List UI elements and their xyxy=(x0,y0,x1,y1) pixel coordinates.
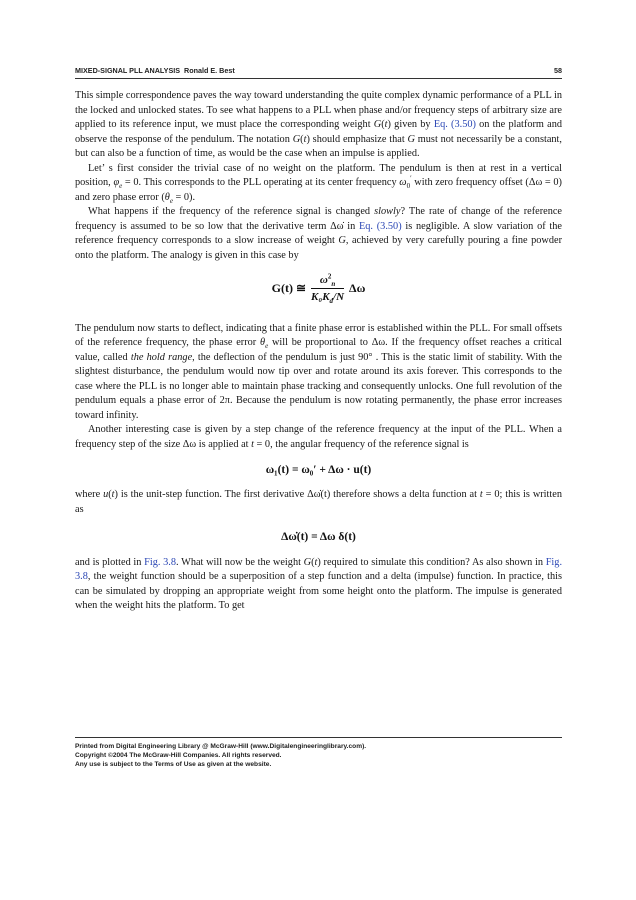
copyright-footer xyxy=(75,742,562,770)
equation-fraction: $\frac{\omega^2_n}{K_0K_d/N}$ xyxy=(311,271,345,306)
derivative-term: Δω̇ xyxy=(330,220,344,232)
paragraph-1: This simple correspondence paves the way toward understanding the quite complex dynamic performance of a PLL in the locked and unlocked states. To see what happens to a PLL when phase and/or frequency steps of arbitrary size are applied to its reference input, we must place the corresponding weight G(t) given by Eq. (3.50) on the platform and observe the response of the pendulum. The notation G(t) should emphasize that G must not necessarily be a constant, but can also be a function of time, as would be the case when an impulse is applied. xyxy=(75,90,563,160)
paragraph-3: What happens if the frequency of the reference signal is changed slowly? The rate of change of the reference frequency is assumed to be so low that the derivative term Δω̇ in Eq. (3.50) is negligible. A slow variation of the reference frequency corresponds to a slow increase of weight G, achieved by very carefully pouring a fine powder onto the platform. The analogy is given in this case by xyxy=(75,206,562,262)
body-text xyxy=(75,89,562,614)
figure-link[interactable]: Fig. 3.8 xyxy=(75,556,563,583)
paragraph-2: Let’ s first consider the trivial case of no weight on the platform. The pendulum is then at rest in a vertical position, $\varphi_e = 0$. This corresponds to the PLL operating at its center frequency $\omega_0'$ with zero frequency offset (Δω = 0) and zero phase error $(\theta_e = 0)$. xyxy=(75,162,562,205)
paragraph-7: and is plotted in Fig. 3.8. What will now be the weight G(t) required to simulate this condition? As also shown in Fig. 3.8, the weight function should be a superposition of a step function and a delta (impulse) function. In practice, this can be simulated by dropping an appropriate weight from some height onto the platform. The impulse is generated when the weight hits the platform. To get xyxy=(75,556,563,612)
paragraph-6: where u(t) is the unit-step function. The first derivative Δω̇(t) therefore shows a delta function at t = 0; this is written as xyxy=(75,489,562,516)
page-number: 58 xyxy=(554,66,562,75)
derivative-term: Δω̇(t) xyxy=(307,489,331,501)
equation-link[interactable]: Eq. (3.50) xyxy=(358,220,402,232)
equation-reference-frequency: ω₁(t) = ω₀′ + Δω · u(t) xyxy=(265,464,372,477)
paragraph-4: The pendulum now starts to deflect, indicating that a finite phase error is established within the PLL. For small offsets of the reference frequency, the phase error $\theta_e$ will be proportional to Δω. If the frequency offset reaches a critical value, called the hold range, the deflection of the pendulum is just 90° . This is the static limit of stability. With the slightest disturbance, the pendulum would now tip over and rotate around its axis forever. This corresponds to the case where the PLL is no longer able to maintain phase tracking and consequently unlocks. One full revolution of the pendulum equals a phase error of 2π. Because the pendulum is now rotating permanently, the phase error increases toward infinity. xyxy=(75,322,563,421)
equation-delta-function: Δω̇(t) = Δω δ(t) xyxy=(281,530,356,543)
author-name: Ronald E. Best xyxy=(184,66,235,75)
footer-line-3: Any use is subject to the Terms of Use as given at the website. xyxy=(75,761,272,769)
footer-rule xyxy=(75,737,562,738)
footer-line-2: Copyright ©2004 The McGraw-Hill Companies. All rights reserved. xyxy=(75,752,282,760)
figure-link[interactable]: Fig. 3.8 xyxy=(144,556,177,568)
running-title: MIXED-SIGNAL PLL ANALYSIS Ronald E. Best xyxy=(75,66,235,75)
paragraph-5: Another interesting case is given by a step change of the reference frequency at the input of the PLL. When a frequency step of the size Δω is applied at t = 0, the angular frequency of the reference signal is xyxy=(75,424,562,450)
header-rule xyxy=(75,78,562,79)
equation-link[interactable]: Eq. (3.50) xyxy=(433,119,476,131)
footer-line-1: Printed from Digital Engineering Library @ McGraw-Hill (www.Digitalengineeringlibrary.com). xyxy=(75,743,367,750)
term-hold-range: the hold range xyxy=(130,351,193,363)
equation-weight-slow: G(t) ≅ $\frac{\omega^2_n}{K_0K_d/N}$ Δω xyxy=(271,271,366,306)
